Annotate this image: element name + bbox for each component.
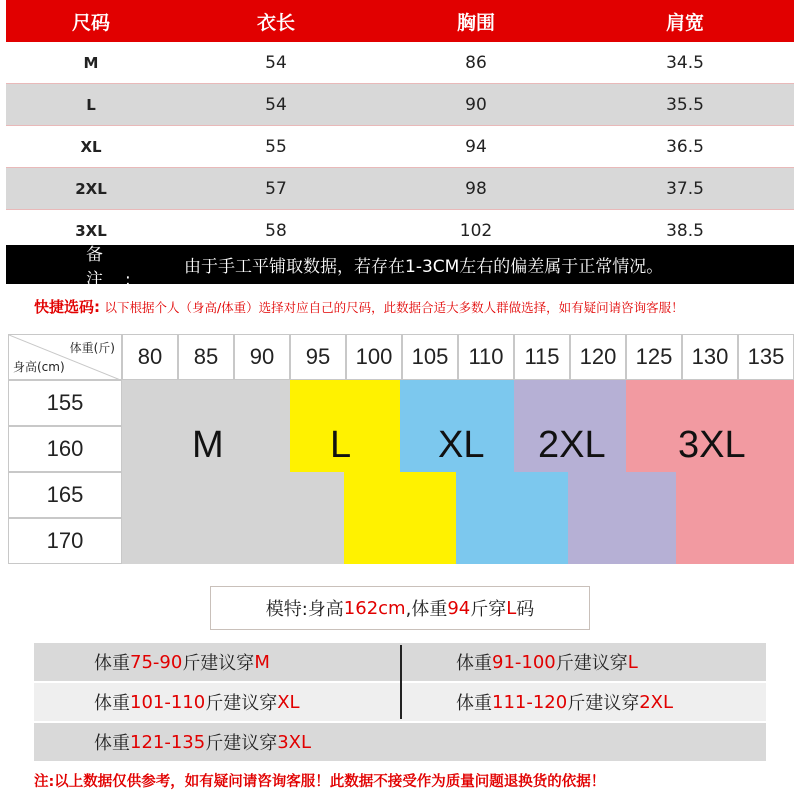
rec-range: 101-110 bbox=[130, 691, 206, 713]
size-label: XL bbox=[438, 424, 485, 466]
weight-header-cell: 125 bbox=[626, 334, 682, 380]
row-chest: 98 bbox=[465, 178, 487, 199]
rec-range: 75-90 bbox=[130, 651, 183, 673]
recommendation-item bbox=[456, 643, 638, 681]
row-size: L bbox=[86, 95, 96, 114]
note-label: 备注: bbox=[86, 244, 153, 290]
row-shoulder: 37.5 bbox=[666, 178, 704, 199]
recommendation-item bbox=[94, 643, 270, 681]
model-prefix: 模特:身高 bbox=[265, 599, 344, 620]
size-block-3xl bbox=[676, 472, 794, 564]
weight-header-cell: 105 bbox=[402, 334, 458, 380]
weight-header-cell: 120 bbox=[570, 334, 626, 380]
rec-prefix: 体重 bbox=[94, 653, 130, 674]
row-length: 54 bbox=[265, 52, 287, 73]
rec-mid: 斤建议穿 bbox=[205, 733, 278, 754]
row-size: 2XL bbox=[75, 179, 107, 198]
row-chest: 86 bbox=[465, 52, 487, 73]
rec-size: 3XL bbox=[277, 731, 312, 753]
model-weight: 94 bbox=[447, 597, 471, 619]
row-size: XL bbox=[80, 137, 102, 156]
model-size: L bbox=[506, 597, 517, 619]
recommendation-row bbox=[34, 723, 766, 761]
quick-select-text: 以下根据个人（身高/体重）选择对应自己的尺码，此数据合适大多数人群做选择，如有疑问请咨询客服！ bbox=[104, 300, 684, 315]
rec-range: 91-100 bbox=[492, 651, 556, 673]
weight-axis-label: 体重(斤) bbox=[69, 341, 115, 355]
recommendation-item bbox=[94, 683, 300, 721]
rec-mid: 斤建议穿 bbox=[182, 653, 255, 674]
recommendation-item bbox=[94, 723, 311, 761]
header-chest: 胸围 bbox=[456, 11, 495, 34]
table-row bbox=[6, 42, 794, 84]
size-label: L bbox=[330, 424, 352, 466]
rec-prefix: 体重 bbox=[94, 693, 130, 714]
size-block-l bbox=[344, 472, 456, 564]
size-table-header bbox=[6, 0, 794, 42]
rec-mid: 斤建议穿 bbox=[555, 653, 628, 674]
note-text: 由于手工平铺取数据，若存在1-3CM左右的偏差属于正常情况。 bbox=[184, 257, 664, 277]
row-shoulder: 34.5 bbox=[666, 52, 704, 73]
rec-range: 111-120 bbox=[492, 691, 568, 713]
rec-prefix: 体重 bbox=[456, 653, 492, 674]
weight-header-cell: 85 bbox=[178, 334, 234, 380]
size-label: M bbox=[192, 424, 224, 466]
header-length: 衣长 bbox=[256, 11, 295, 34]
weight-header-cell: 90 bbox=[234, 334, 290, 380]
model-mid: ,体重 bbox=[405, 599, 448, 620]
header-size: 尺码 bbox=[71, 11, 110, 34]
row-size: 3XL bbox=[75, 221, 107, 240]
row-shoulder: 38.5 bbox=[666, 220, 704, 241]
weight-header-cell: 80 bbox=[122, 334, 178, 380]
table-row bbox=[6, 168, 794, 210]
height-row-cell: 160 bbox=[8, 426, 122, 472]
row-shoulder: 35.5 bbox=[666, 94, 704, 115]
rec-size: XL bbox=[277, 691, 300, 713]
size-selection-grid bbox=[8, 334, 794, 566]
height-axis-label: 身高(cm) bbox=[13, 360, 65, 374]
rec-range: 121-135 bbox=[130, 731, 206, 753]
size-label: 3XL bbox=[678, 424, 746, 466]
size-recommendations bbox=[34, 643, 766, 763]
model-suffix: 码 bbox=[516, 599, 535, 620]
measurement-note bbox=[6, 244, 794, 290]
weight-header-cell: 130 bbox=[682, 334, 738, 380]
row-length: 57 bbox=[265, 178, 287, 199]
weight-header-cell: 135 bbox=[738, 334, 794, 380]
model-info bbox=[210, 586, 590, 630]
height-row-cell: 170 bbox=[8, 518, 122, 564]
model-height: 162cm bbox=[343, 597, 406, 619]
rec-prefix: 体重 bbox=[456, 693, 492, 714]
weight-header-cell: 110 bbox=[458, 334, 514, 380]
rec-mid: 斤建议穿 bbox=[567, 693, 640, 714]
row-chest: 102 bbox=[459, 220, 493, 241]
rec-prefix: 体重 bbox=[94, 733, 130, 754]
weight-header-cell: 115 bbox=[514, 334, 570, 380]
quick-select-title: 快捷选码: bbox=[34, 298, 100, 316]
model-mid2: 斤穿 bbox=[470, 599, 507, 620]
recommendation-divider bbox=[400, 645, 402, 719]
weight-header-cell: 100 bbox=[346, 334, 402, 380]
rec-size: 2XL bbox=[639, 691, 674, 713]
size-block-xl bbox=[456, 472, 568, 564]
rec-size: L bbox=[627, 651, 638, 673]
row-length: 54 bbox=[265, 94, 287, 115]
size-block-2xl bbox=[568, 472, 676, 564]
height-row-cell: 165 bbox=[8, 472, 122, 518]
recommendation-item bbox=[456, 683, 673, 721]
grid-corner bbox=[8, 334, 122, 380]
table-row bbox=[6, 126, 794, 168]
quick-select-tip bbox=[34, 296, 684, 317]
disclaimer-footer: 注:以上数据仅供参考，如有疑问请咨询客服！此数据不接受作为质量问题退换货的依据！ bbox=[34, 774, 606, 790]
row-shoulder: 36.5 bbox=[666, 136, 704, 157]
header-shoulder: 肩宽 bbox=[665, 11, 704, 34]
height-row-cell: 155 bbox=[8, 380, 122, 426]
size-label: 2XL bbox=[538, 424, 606, 466]
rec-mid: 斤建议穿 bbox=[205, 693, 278, 714]
row-size: M bbox=[83, 53, 99, 72]
row-chest: 94 bbox=[465, 136, 487, 157]
rec-size: M bbox=[254, 651, 270, 673]
row-chest: 90 bbox=[465, 94, 487, 115]
row-length: 58 bbox=[265, 220, 287, 241]
row-length: 55 bbox=[265, 136, 287, 157]
table-row bbox=[6, 84, 794, 126]
weight-header-cell: 95 bbox=[290, 334, 346, 380]
size-table bbox=[6, 0, 794, 252]
